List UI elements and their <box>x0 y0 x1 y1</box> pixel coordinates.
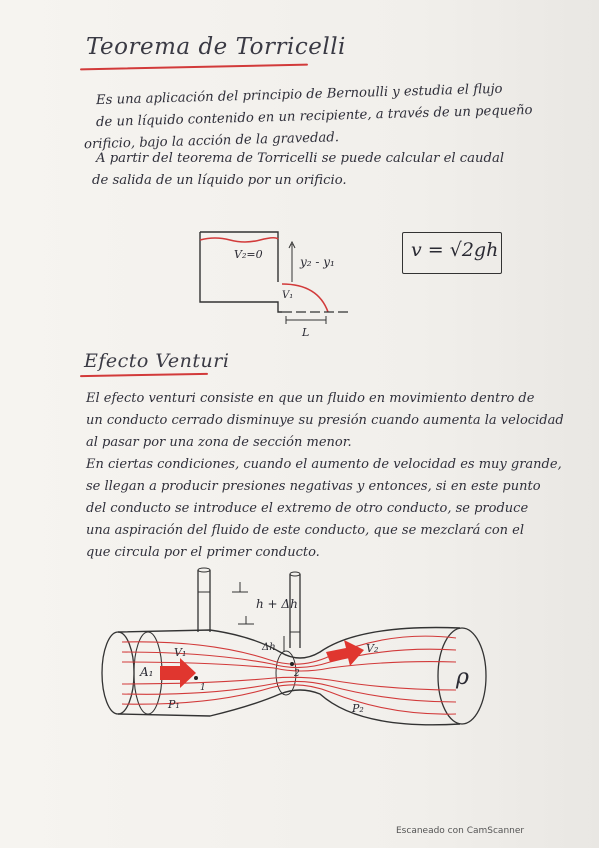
venturi-line: una aspiración del fluido de este conducto, que se mezclará con el <box>86 523 525 538</box>
venturi-heading: Efecto Venturi <box>84 350 230 372</box>
intro-line: orificio, bajo la acción de la gravedad. <box>83 130 340 153</box>
venturi-dh-label: Δh <box>262 642 276 653</box>
venturi-point1-label: 1 <box>200 683 206 693</box>
venturi-p1-label: P₁ <box>168 698 180 711</box>
caudal-line: A partir del teorema de Torricelli se puede calcular el caudal <box>96 151 505 166</box>
venturi-line: El efecto venturi consiste en que un fluido en movimiento dentro de <box>86 391 535 406</box>
venturi-line: que circula por el primer conducto. <box>86 545 320 560</box>
tank-height-label: y₂ - y₁ <box>300 255 335 269</box>
venturi-rho-label: ρ <box>456 665 469 690</box>
scanner-watermark: Escaneado con CamScanner <box>396 826 525 836</box>
venturi-v1-label: V₁ <box>174 646 187 659</box>
venturi-line: un conducto cerrado disminuye su presión cuando aumenta la velocidad <box>86 413 564 428</box>
venturi-line: En ciertas condiciones, cuando el aumento de velocidad es muy grande, <box>86 457 562 472</box>
venturi-line: se llegan a producir presiones negativas y entonces, si en este punto <box>86 479 541 494</box>
tank-v2-label: V₂=0 <box>234 248 263 261</box>
venturi-line: del conducto se introduce el extremo de otro conducto, se produce <box>86 501 529 516</box>
caudal-line: de salida de un líquido por un orificio. <box>92 173 347 188</box>
page-title: Teorema de Torricelli <box>86 34 346 60</box>
tank-distance-label: L <box>302 326 310 339</box>
intro-line: Es una aplicación del principio de Bernoulli y estudia el flujo <box>95 81 503 109</box>
venturi-p2-label: P₂ <box>352 702 364 715</box>
venturi-h-label: h + Δh <box>256 597 298 611</box>
venturi-v2-label: V₂ <box>366 642 379 655</box>
torricelli-formula: v = √2gh <box>411 239 499 261</box>
intro-line: de un líquido contenido en un recipiente, a través de un pequeño <box>95 102 533 131</box>
tank-v1-label: V₁ <box>282 290 294 301</box>
venturi-a1-label: A₁ <box>140 665 154 679</box>
venturi-line: al pasar por una zona de sección menor. <box>86 435 352 450</box>
venturi-point2-label: 2 <box>294 669 300 679</box>
